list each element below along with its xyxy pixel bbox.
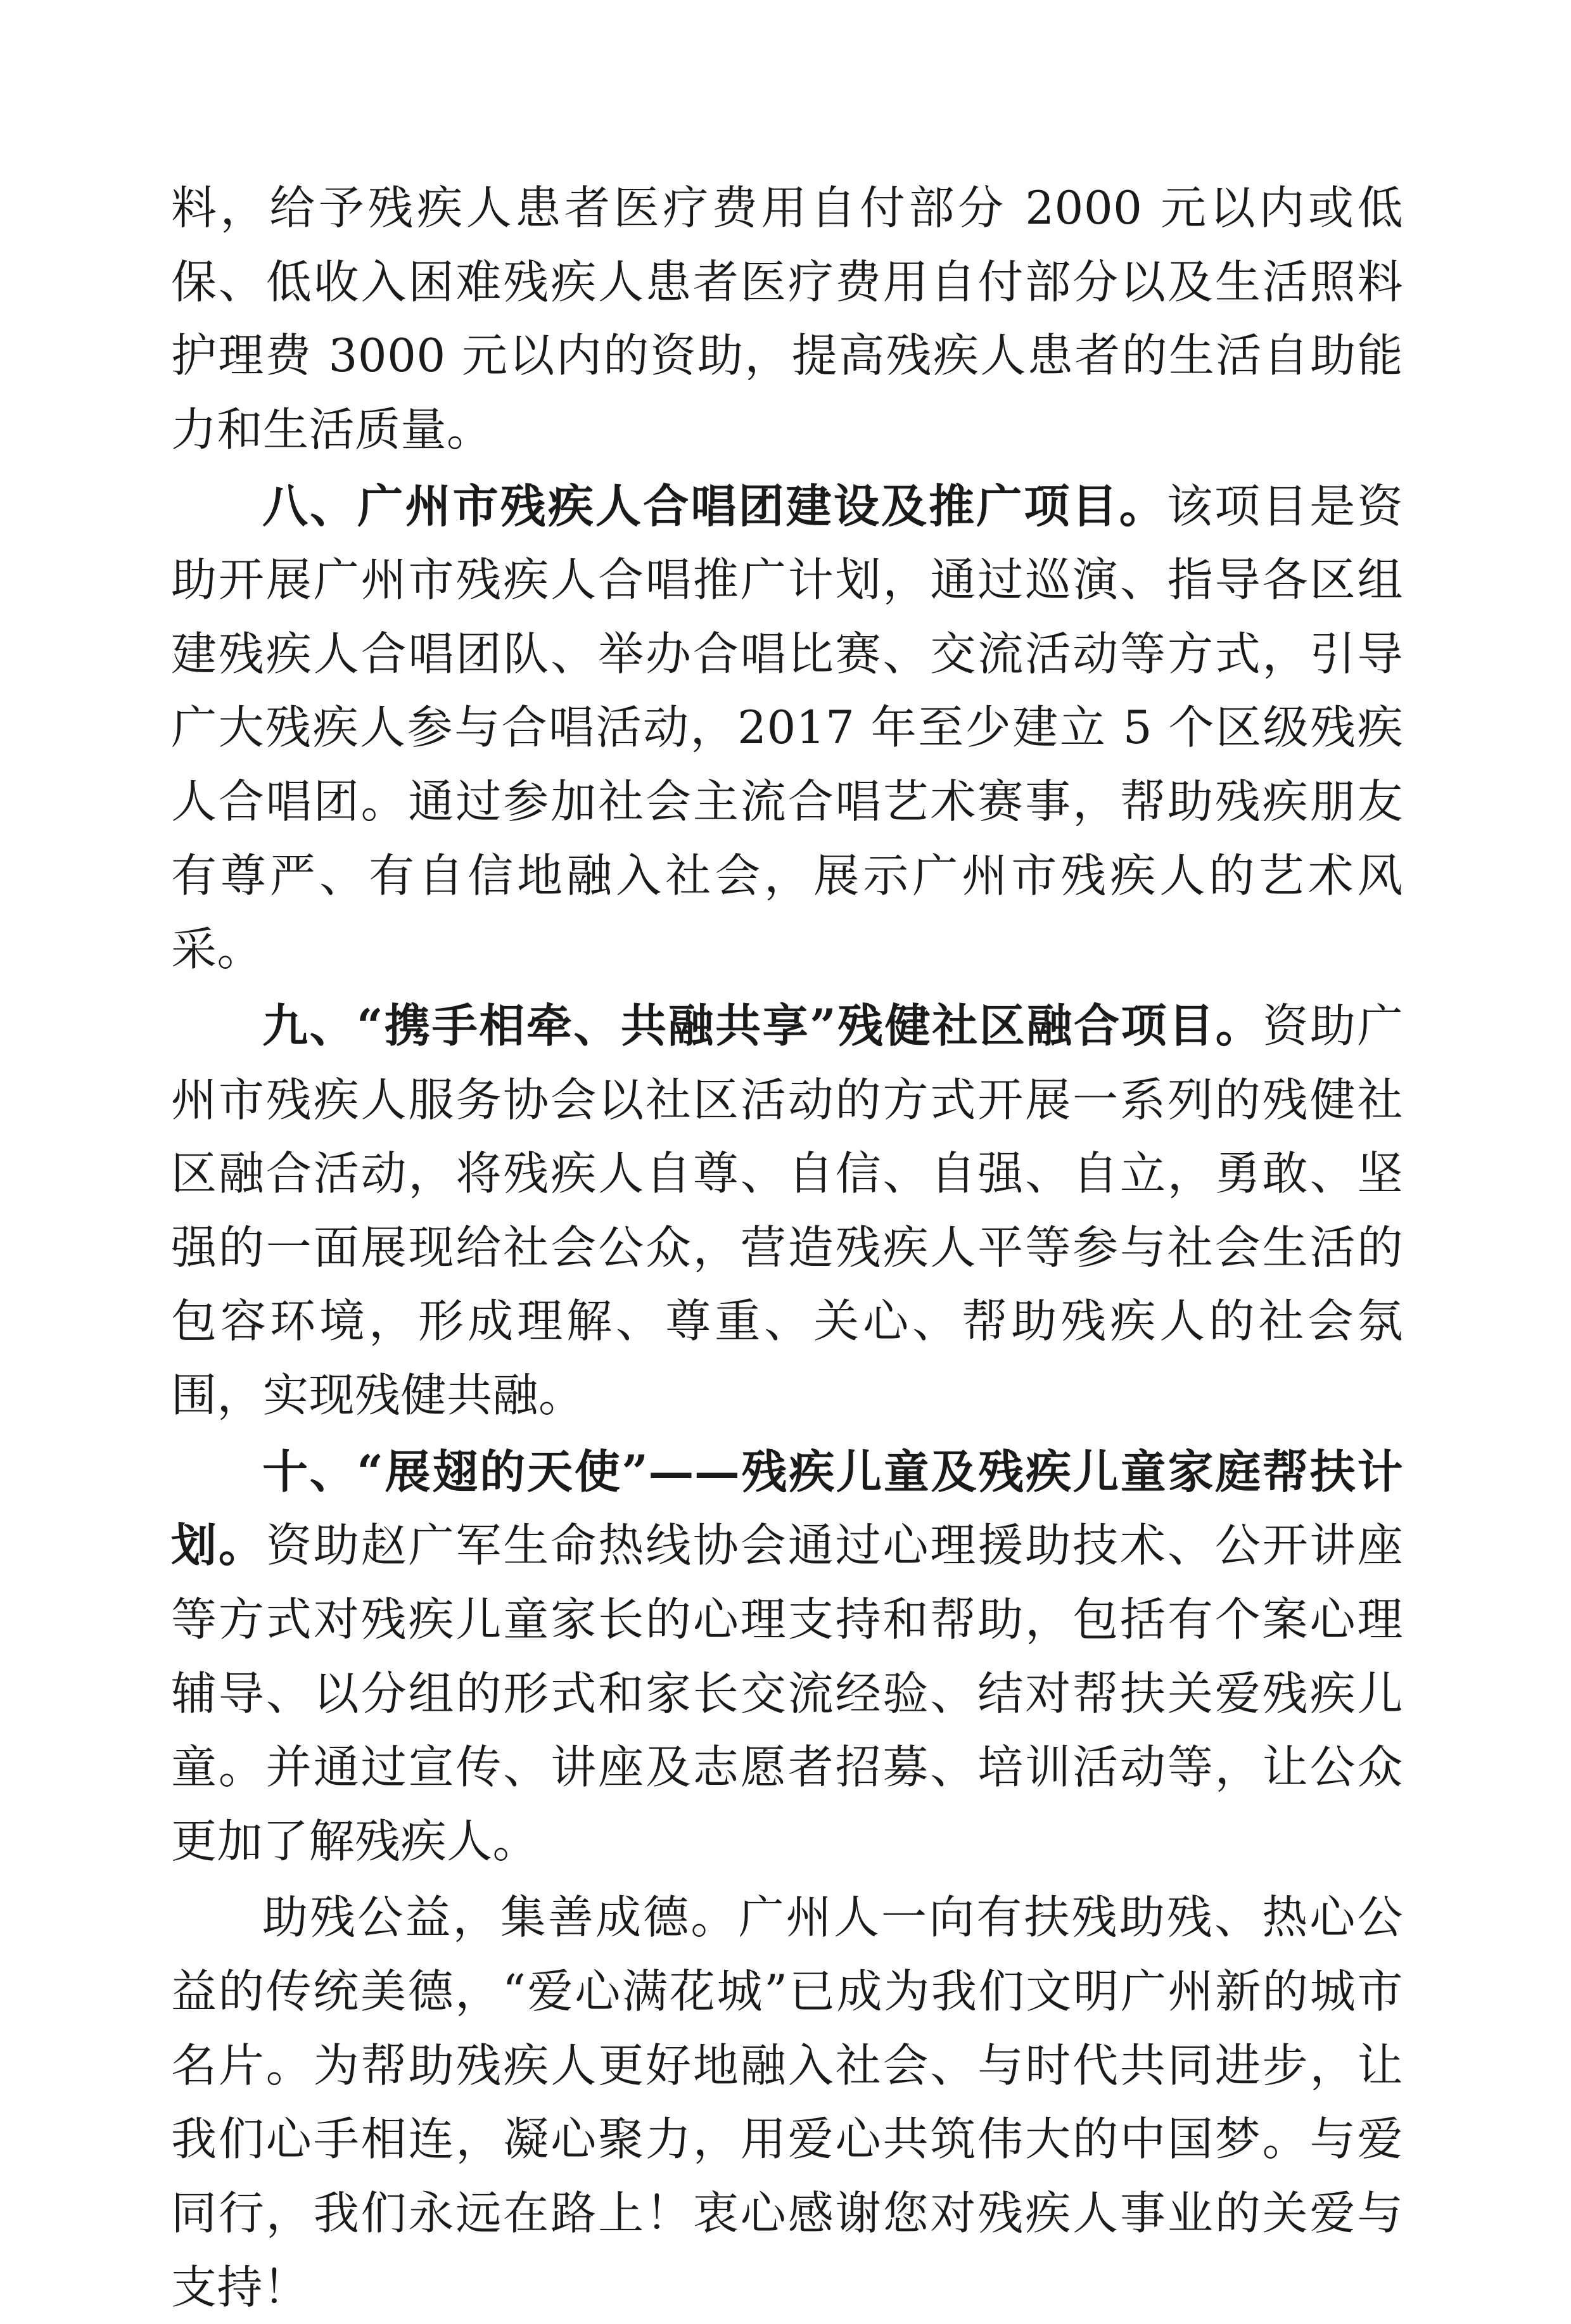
paragraph-item-9 [171, 989, 1403, 1433]
document-body [171, 171, 1403, 2324]
paragraph-item-10 [171, 1435, 1403, 1879]
paragraph-closing [171, 1880, 1403, 2324]
paragraph-text-9: 资助广州市残疾人服务协会以社区活动的方式开展一系列的残健社区融合活动，将残疾人自尊、自信、自强、自立，勇敢、坚强的一面展现给社会公众，营造残疾人平等参与社会生活的包容环境，形成理解、尊重、关心、帮助残疾人的社会氛围，实现残健共融。 [171, 999, 1403, 1422]
paragraph-continuation [171, 171, 1403, 467]
paragraph-text-closing: 助残公益，集善成德。广州人一向有扶残助残、热心公益的传统美德，“爱心满花城”已成为我们文明广州新的城市名片。为帮助残疾人更好地融入社会、与时代共同进步，让我们心手相连，凝心聚力，用爱心共筑伟大的中国梦。与爱同行，我们永远在路上！衷心感谢您对残疾人事业的关爱与支持！ [171, 1891, 1403, 2314]
paragraph-lead-9: 九、“携手相牵、共融共享”残健社区融合项目。 [262, 998, 1263, 1052]
paragraph-lead-8: 八、广州市残疾人合唱团建设及推广项目。 [262, 478, 1167, 533]
paragraph-text-10: 资助赵广军生命热线协会通过心理援助技术、公开讲座等方式对残疾儿童家长的心理支持和帮助，包括有个案心理辅导、以分组的形式和家长交流经验、结对帮扶关爱残疾儿童。并通过宣传、讲座及志愿者招募、培训活动等，让公众更加了解残疾人。 [171, 1519, 1403, 1868]
paragraph-item-8 [171, 469, 1403, 986]
paragraph-text: 料，给予残疾人患者医疗费用自付部分 2000 元以内或低保、低收入困难残疾人患者医疗费用自付部分以及生活照料护理费 3000 元以内的资助，提高残疾人患者的生活自助能力和生活质量。 [171, 181, 1403, 456]
paragraph-lead-10: 十、“展翅的天使”——残疾儿童及残疾儿童家庭帮扶计划。 [171, 1444, 1403, 1573]
paragraph-text-8: 该项目是资助开展广州市残疾人合唱推广计划，通过巡演、指导各区组建残疾人合唱团队、举办合唱比赛、交流活动等方式，引导广大残疾人参与合唱活动，2017 年至少建立 5 个区级残疾人合唱团。通过参加社会主流合唱艺术赛事，帮助残疾朋友有尊严、有自信地融入社会，展示广州市残疾人的艺术风采。 [171, 479, 1403, 976]
